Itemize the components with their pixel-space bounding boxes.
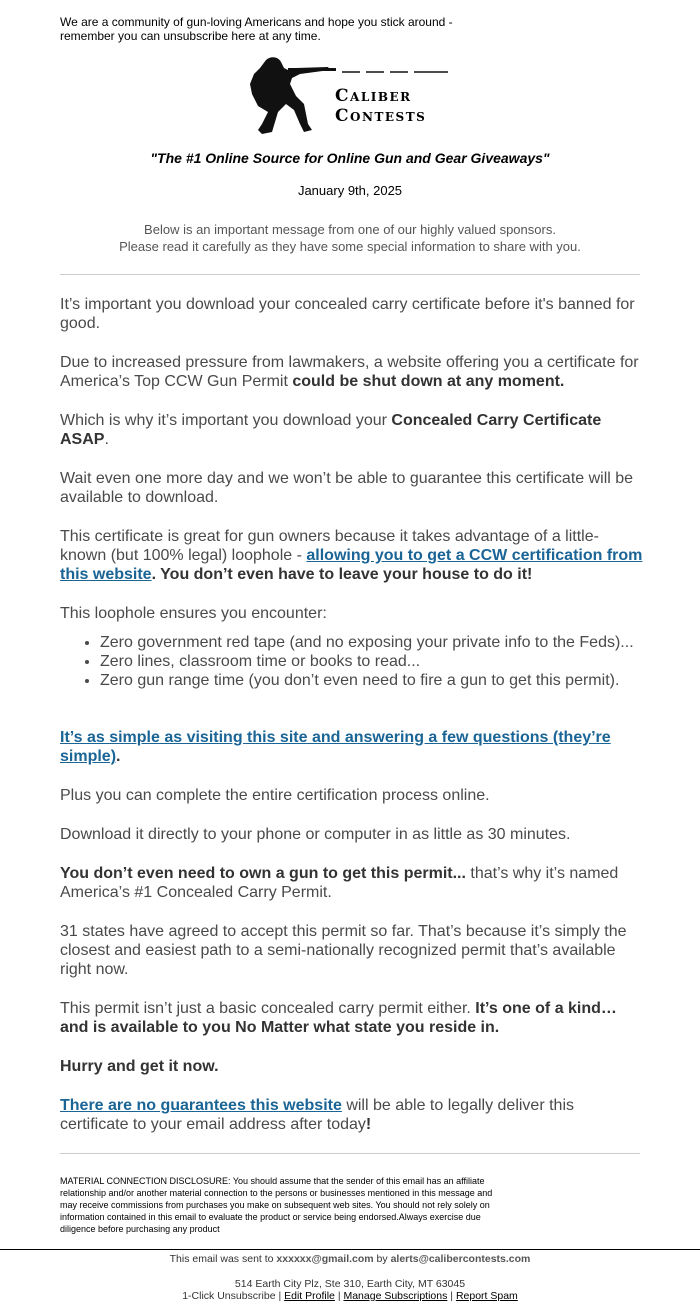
- logo-line-1: Caliber: [335, 86, 412, 106]
- unsubscribe-label: 1-Click Unsubscribe: [182, 1290, 276, 1302]
- logo-line-2: Contests: [335, 106, 427, 126]
- message-body: [60, 295, 645, 1154]
- paragraph-1: It’s important you download your concealed carry certificate before it's banned for good.: [60, 296, 635, 332]
- material-disclosure: MATERIAL CONNECTION DISCLOSURE: You should assume that the sender of this email has an affiliate relationship and/or another material connection to the persons or businesses mentioned in this message and may receive commissions from purchases you make on subsequent web sites. You should not rely solely on information contained in this email to evaluate the product or service being endorsed.Always exercise due diligence before purchasing any product: [60, 1176, 493, 1234]
- report-spam-link[interactable]: Report Spam: [455, 1290, 518, 1302]
- paragraph-8: Plus you can complete the entire certification process online.: [60, 787, 490, 804]
- paragraph-11: 31 states have agreed to accept this permit so far. That’s because it’s simply the closest and easiest path to a semi-nationally recognized permit that’s available right now.: [60, 923, 627, 978]
- sender-email: alerts@calibercontests.com: [390, 1253, 531, 1265]
- top-divider: [60, 274, 640, 275]
- paragraph-7-end: .: [116, 748, 121, 765]
- separator: |: [447, 1290, 456, 1302]
- tagline: "The #1 Online Source for Online Gun and Gear Giveaways": [150, 150, 550, 166]
- paragraph-3-bold: Concealed Carry Certificate ASAP: [60, 412, 602, 448]
- list-item: • Zero lines, classroom time or books to read...: [100, 652, 645, 671]
- paragraph-3: [60, 411, 645, 449]
- mailing-address: 514 Earth City Plz, Ste 310, Earth City, MT 63045: [234, 1277, 466, 1290]
- paragraph-14: [60, 1096, 645, 1134]
- paragraph-5-bold: . You don’t even have to leave your house to do it!: [151, 566, 533, 583]
- paragraph-4: Wait even one more day and we won’t be able to guarantee this certificate will be available to download.: [60, 470, 634, 506]
- separator: |: [275, 1290, 285, 1302]
- edit-profile-link[interactable]: Edit Profile: [284, 1290, 335, 1302]
- paragraph-14-end: !: [365, 1116, 372, 1133]
- loophole-list: [60, 633, 645, 690]
- paragraph-2: [60, 353, 645, 391]
- email-date: January 9th, 2025: [297, 183, 403, 198]
- paragraph-2-text: Due to increased pressure from lawmakers, a website offering you a certificate for America’s Top CCW Gun Permit: [60, 354, 639, 390]
- sent-to-line: [0, 1253, 700, 1266]
- sent-prefix: This email was sent to: [169, 1253, 277, 1265]
- paragraph-3-text: Which is why it’s important you download your: [60, 412, 392, 429]
- paragraph-10-text: that’s why it’s named America’s #1 Concealed Carry Permit.: [60, 865, 619, 901]
- paragraph-2-bold: could be shut down at any moment.: [292, 373, 565, 390]
- separator: |: [334, 1290, 344, 1302]
- bottom-divider: [60, 1153, 640, 1154]
- list-item: • Zero gun range time (you don’t even need to fire a gun to get this permit).: [100, 671, 645, 690]
- paragraph-5: [60, 527, 645, 584]
- paragraph-12: [60, 999, 645, 1037]
- visit-site-link[interactable]: It’s as simple as visiting this site and answering a few questions (they’re simple): [60, 729, 611, 765]
- paragraph-13-bold: Hurry and get it now.: [60, 1058, 219, 1075]
- paragraph-13: [60, 1057, 645, 1076]
- sponsor-note: [0, 221, 700, 255]
- paragraph-10-bold: You don’t even need to own a gun to get this permit...: [60, 865, 466, 882]
- sponsor-note-line-2: Please read it carefully as they have some special information to share with you.: [119, 239, 581, 254]
- intro-text: We are a community of gun-loving Americans and hope you stick around - remember you can unsubscribe here at any time.: [60, 15, 453, 43]
- footer-divider: [0, 1249, 700, 1250]
- sent-by: by: [373, 1253, 391, 1265]
- paragraph-12-text: This permit isn’t just a basic concealed carry permit either.: [60, 1000, 476, 1017]
- ccw-certification-link[interactable]: allowing you to get a CCW certification from this website: [60, 547, 643, 583]
- paragraph-12-bold: It’s one of a kind… and is available to you No Matter what state you reside in.: [60, 1000, 617, 1036]
- footer-links: [0, 1290, 700, 1303]
- paragraph-14-text: will be able to legally deliver this certificate to your email address after today: [60, 1097, 574, 1133]
- no-guarantees-link[interactable]: There are no guarantees this website: [60, 1097, 342, 1114]
- recipient-email: xxxxxx@gmail.com: [276, 1253, 374, 1265]
- paragraph-9: Download it directly to your phone or computer in as little as 30 minutes.: [60, 826, 571, 843]
- paragraph-3-end: .: [104, 431, 109, 448]
- paragraph-6: This loophole ensures you encounter:: [60, 605, 327, 622]
- logo-text: [335, 86, 426, 126]
- paragraph-10: [60, 864, 645, 902]
- sponsor-note-line-1: Below is an important message from one of our highly valued sponsors.: [144, 222, 556, 237]
- paragraph-5-text: This certificate is great for gun owners because it takes advantage of a little-known (but 100% legal) loophole -: [60, 528, 599, 564]
- email-footer: [0, 1251, 700, 1303]
- list-item: • Zero government red tape (and no exposing your private info to the Feds)...: [100, 633, 645, 652]
- manage-subscriptions-link[interactable]: Manage Subscriptions: [343, 1290, 448, 1302]
- paragraph-7: [60, 728, 645, 766]
